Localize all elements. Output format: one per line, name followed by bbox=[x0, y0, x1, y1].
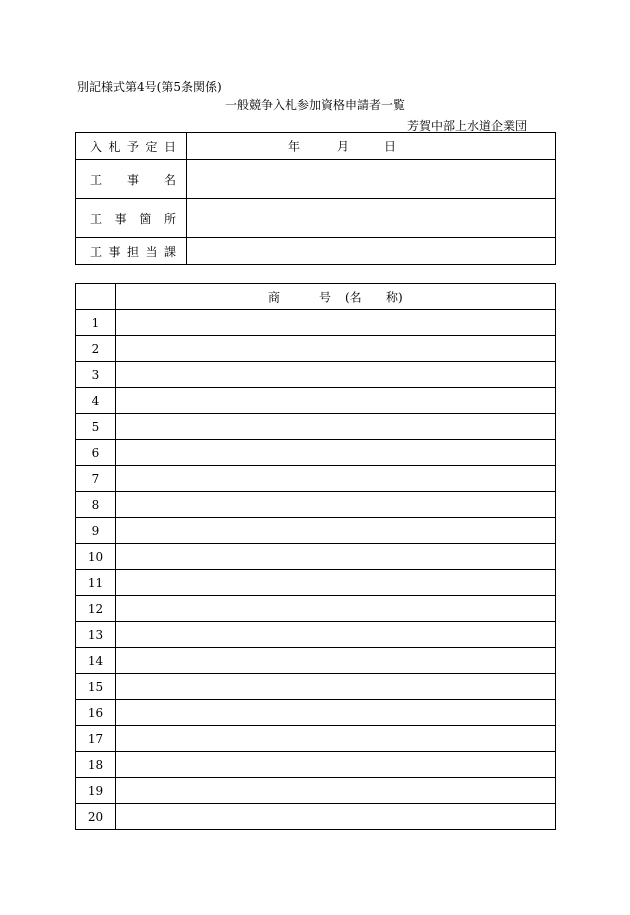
row-number: 20 bbox=[76, 804, 116, 830]
applicant-row bbox=[76, 518, 556, 544]
company-name-cell[interactable] bbox=[116, 804, 556, 830]
company-name-cell[interactable] bbox=[116, 492, 556, 518]
applicant-row bbox=[76, 622, 556, 648]
applicant-list-table bbox=[75, 283, 556, 830]
day-label: 日 bbox=[384, 139, 397, 154]
row-number: 9 bbox=[76, 518, 116, 544]
company-name-cell[interactable] bbox=[116, 674, 556, 700]
applicant-row bbox=[76, 596, 556, 622]
row-number: 12 bbox=[76, 596, 116, 622]
company-name-cell[interactable] bbox=[116, 518, 556, 544]
document-title: 一般競争入札参加資格申請者一覧 bbox=[224, 98, 405, 112]
bid-date-row bbox=[76, 133, 556, 160]
company-name-cell[interactable] bbox=[116, 778, 556, 804]
row-number: 13 bbox=[76, 622, 116, 648]
applicant-row bbox=[76, 804, 556, 830]
applicant-row bbox=[76, 726, 556, 752]
month-label: 月 bbox=[337, 139, 350, 154]
company-name-cell[interactable] bbox=[116, 466, 556, 492]
row-number: 15 bbox=[76, 674, 116, 700]
applicant-row bbox=[76, 440, 556, 466]
row-number: 8 bbox=[76, 492, 116, 518]
company-name-cell[interactable] bbox=[116, 440, 556, 466]
construction-name-label: 工 事 名 bbox=[76, 160, 187, 199]
row-number: 1 bbox=[76, 310, 116, 336]
applicant-row bbox=[76, 700, 556, 726]
company-name-cell[interactable] bbox=[116, 648, 556, 674]
company-name-cell[interactable] bbox=[116, 388, 556, 414]
row-number: 6 bbox=[76, 440, 116, 466]
row-number: 5 bbox=[76, 414, 116, 440]
applicant-row bbox=[76, 414, 556, 440]
company-name-cell[interactable] bbox=[116, 622, 556, 648]
row-number: 16 bbox=[76, 700, 116, 726]
company-name-cell[interactable] bbox=[116, 544, 556, 570]
company-name-cell[interactable] bbox=[116, 310, 556, 336]
applicant-row bbox=[76, 570, 556, 596]
construction-location-value[interactable] bbox=[187, 199, 556, 238]
bid-info-table bbox=[75, 132, 556, 265]
bid-date-label: 入 札 予 定 日 bbox=[76, 133, 187, 160]
construction-name-row bbox=[76, 160, 556, 199]
company-name-cell[interactable] bbox=[116, 336, 556, 362]
applicant-row bbox=[76, 778, 556, 804]
form-number-label: 別記様式第4号(第5条関係) bbox=[77, 80, 222, 94]
construction-name-value[interactable] bbox=[187, 160, 556, 199]
row-number: 14 bbox=[76, 648, 116, 674]
applicant-row bbox=[76, 544, 556, 570]
row-number: 10 bbox=[76, 544, 116, 570]
list-header-company-name: 商 号 (名 称) bbox=[116, 284, 556, 310]
applicant-row bbox=[76, 310, 556, 336]
year-label: 年 bbox=[288, 139, 301, 154]
company-name-cell[interactable] bbox=[116, 596, 556, 622]
applicant-row bbox=[76, 648, 556, 674]
applicant-row bbox=[76, 674, 556, 700]
row-number: 19 bbox=[76, 778, 116, 804]
row-number: 17 bbox=[76, 726, 116, 752]
company-name-cell[interactable] bbox=[116, 726, 556, 752]
applicant-row bbox=[76, 336, 556, 362]
list-header-number-cell bbox=[76, 284, 116, 310]
company-name-cell[interactable] bbox=[116, 752, 556, 778]
row-number: 3 bbox=[76, 362, 116, 388]
applicant-row bbox=[76, 752, 556, 778]
bid-date-value[interactable] bbox=[187, 133, 556, 160]
company-name-cell[interactable] bbox=[116, 570, 556, 596]
list-header-row bbox=[76, 284, 556, 310]
construction-location-row bbox=[76, 199, 556, 238]
row-number: 7 bbox=[76, 466, 116, 492]
company-name-cell[interactable] bbox=[116, 700, 556, 726]
applicant-row bbox=[76, 466, 556, 492]
row-number: 4 bbox=[76, 388, 116, 414]
row-number: 2 bbox=[76, 336, 116, 362]
row-number: 18 bbox=[76, 752, 116, 778]
company-name-cell[interactable] bbox=[116, 362, 556, 388]
construction-location-label: 工 事 箇 所 bbox=[76, 199, 187, 238]
company-name-cell[interactable] bbox=[116, 414, 556, 440]
applicant-row bbox=[76, 362, 556, 388]
organization-name: 芳賀中部上水道企業団 bbox=[406, 119, 527, 133]
applicant-row bbox=[76, 388, 556, 414]
applicant-row bbox=[76, 492, 556, 518]
row-number: 11 bbox=[76, 570, 116, 596]
responsible-section-label: 工 事 担 当 課 bbox=[76, 238, 187, 265]
responsible-section-value[interactable] bbox=[187, 238, 556, 265]
responsible-section-row bbox=[76, 238, 556, 265]
